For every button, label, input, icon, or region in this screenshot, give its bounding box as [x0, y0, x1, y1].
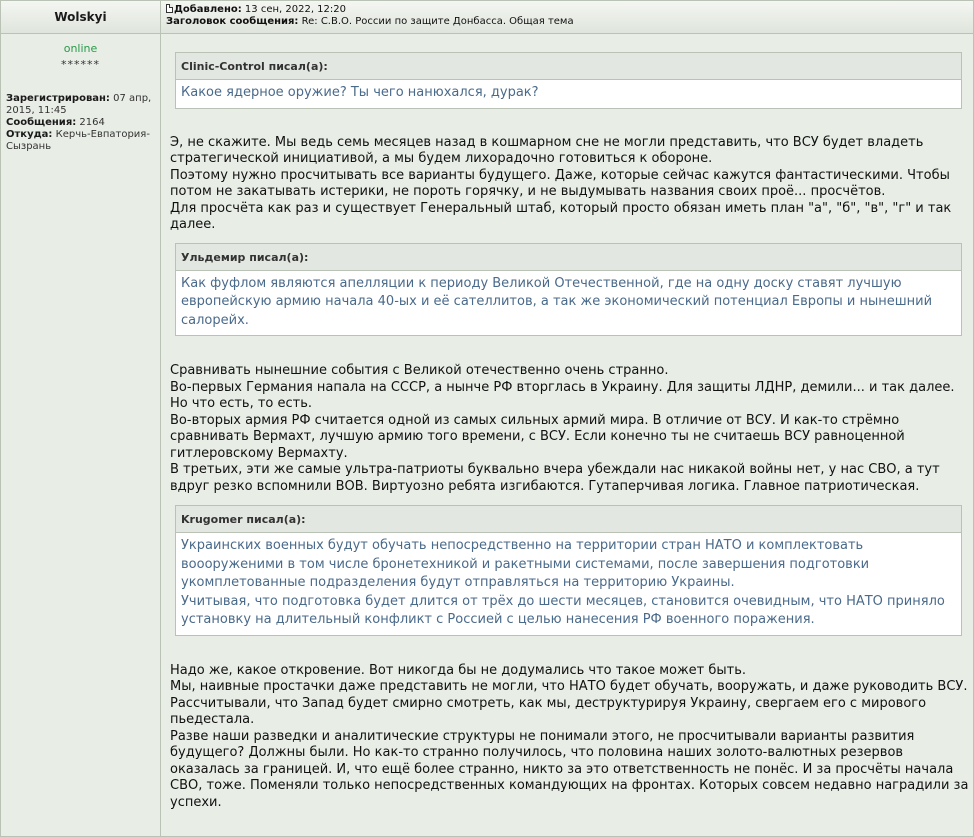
post-date-row	[166, 4, 973, 16]
text-line: гитлеровскому Вермахту.	[170, 445, 348, 461]
quote-text	[176, 271, 961, 336]
quote-text	[176, 533, 961, 635]
from-value: Керчь-Евпатория-Сызрань	[6, 129, 150, 152]
added-value: 13 сен, 2022, 12:20	[244, 4, 346, 15]
author-info	[1, 71, 160, 153]
text-line: успехи.	[170, 794, 222, 810]
subject-value: Re: С.В.О. России по защите Донбасса. Общая тема	[301, 16, 574, 27]
post-paragraph	[170, 663, 973, 812]
text-line: сравнивать Вермахт, лучшую армию того времени, с ВСУ. Если конечно ты не считаешь ВСУ равноценной	[170, 429, 905, 444]
quote-text	[176, 80, 961, 108]
rank-stars: ******	[61, 58, 100, 71]
quote-author: Krugomer писал(а):	[176, 506, 961, 533]
registered-label: Зарегистрирован:	[6, 93, 110, 104]
quote-author: Ульдемир писал(а):	[176, 244, 961, 271]
text-line: стратегической инициативой, а мы будем лихорадочно готовиться к обороне.	[170, 151, 713, 166]
author-panel	[1, 34, 161, 836]
text-line: Во-первых Германия напала на СССР, а нынче РФ вторглась в Украину. Для защиты ЛДНР, демили... и так далее.	[170, 379, 955, 395]
text-line: потом не закатывать истерики, не пороть горячку, и не выдумывать названия своих проё... просчётов.	[170, 184, 886, 199]
author-name[interactable]: Wolskyi	[1, 1, 161, 34]
text-line: Но что есть, то есть.	[170, 396, 313, 411]
text-line: вдруг резко вспомнили ВОВ. Виртуозно ребята изгибаются. Гутаперчивая логика. Главное патриотическая.	[170, 478, 920, 494]
posts-label: Сообщения:	[6, 117, 77, 128]
quote-line: Учитывая, что подготовка будет длится от трёх до шести месяцев, становится очевидным, что НАТО приняло	[181, 593, 945, 609]
online-status: online	[63, 42, 98, 55]
text-line: Разве наши разведки и аналитические структуры не понимали этого, не просчитывали варианты развития	[170, 728, 915, 744]
text-line: оказалась за границей. И, что ещё более странно, никто за это ответственность не понёс. И за просчёты начала	[170, 761, 954, 777]
from-label: Откуда:	[6, 129, 53, 140]
post-body	[161, 34, 973, 836]
text-line: Сравнивать нынешние события с Великой отечественно очень странно.	[170, 363, 669, 378]
quote-block	[175, 52, 962, 109]
quote-line: европейскую армию начала 40-ых и её сателлитов, а так же экономический потенциал Европы и нынешний	[181, 294, 933, 309]
post-paragraph	[170, 135, 973, 234]
text-line: Для просчёта как раз и существует Генеральный штаб, который просто обязан иметь план "а", "б", "в", "г" и так	[170, 200, 952, 216]
text-line: Мы, наивные простачки даже представить не могли, что НАТО будет обучать, вооружать, и даже руководить ВСУ.	[170, 679, 968, 694]
text-line: Во-вторых армия РФ считается одной из самых сильных армий мира. В отличие от ВСУ. И как-то стрёмно	[170, 412, 900, 428]
quote-line: установку на длительный конфликт с Россией с целью нанесения РФ военного поражения.	[181, 612, 815, 627]
text-line: В третьих, эти же самые ультра-патриоты буквально вчера убеждали нас никакой войны нет, у нас СВО, а тут	[170, 462, 940, 477]
text-line: Э, не скажите. Мы ведь семь месяцев назад в кошмарном сне не могли представить, что ВСУ будет владеть	[170, 134, 924, 150]
text-line: СВО, тоже. Поменяли только непосредственных командующих на фронтах. Которых совсем недавно наградили за	[170, 778, 969, 793]
quote-line: Какое ядерное оружие? Ты чего нанюхался, дурак?	[181, 85, 539, 100]
quote-author: Clinic-Control писал(а):	[176, 53, 961, 80]
text-line: далее.	[170, 217, 216, 232]
quote-line: воооруженими в том числе бронетехникой и ракетными системами, после завершения подготовки	[181, 556, 870, 572]
registered-value: 07 апр, 2015, 11:45	[6, 93, 152, 116]
subject-label: Заголовок сообщения:	[166, 16, 299, 27]
text-line: Надо же, какое откровение. Вот никогда бы не додумались что такое может быть.	[170, 662, 747, 678]
post-paragraph	[170, 363, 973, 495]
added-label: Добавлено:	[174, 4, 242, 15]
quote-line: Украинских военных будут обучать непосредственно на территории стран НАТО и комплектовать	[181, 538, 864, 553]
quote-line: салорейх.	[181, 312, 249, 328]
quote-line: укомплетованные подразделения будут отправляться на территорию Украины.	[181, 575, 735, 590]
post-header	[161, 1, 973, 34]
text-line: Рассчитывали, что Запад будет смирно смотреть, как мы, деструктурируя Украину, свергаем его с мирового	[170, 695, 927, 711]
quote-line: Как фуфлом являются апелляции к периоду Великой Отечественной, где на одну доску ставят лучшую	[181, 275, 902, 291]
text-line: Поэтому нужно просчитывать все варианты будущего. Даже, которые сейчас кажутся фантастическими. Чтобы	[170, 167, 950, 183]
post-link-icon[interactable]	[166, 4, 173, 13]
text-line: пьедестала.	[170, 712, 255, 727]
quote-block	[175, 505, 962, 636]
text-line: будущего? Должны были. Но как-то странно получилось, что половина наших золото-валютных резервов	[170, 745, 904, 760]
quote-block	[175, 243, 962, 337]
post-subject-row	[166, 16, 973, 28]
posts-value: 2164	[79, 117, 105, 128]
